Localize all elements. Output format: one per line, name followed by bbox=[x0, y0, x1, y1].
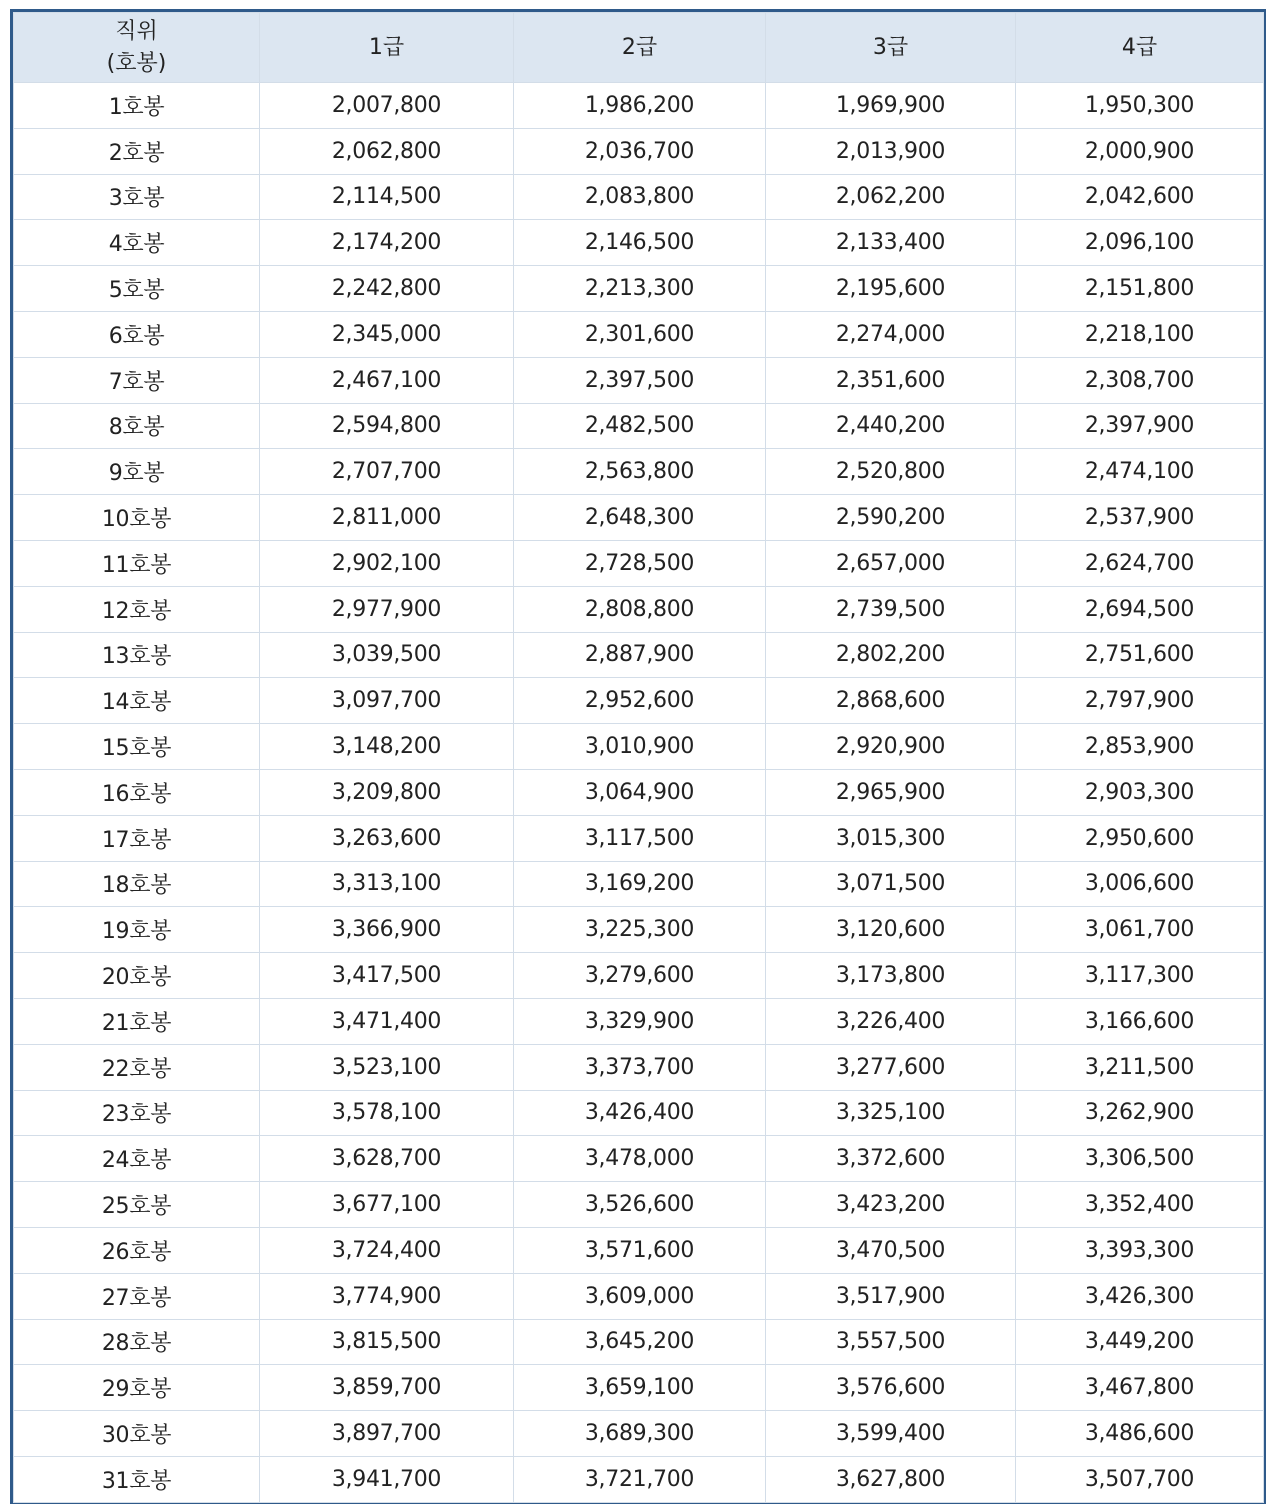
salary-cell-grade-1: 2,114,500 bbox=[260, 174, 514, 220]
salary-cell-grade-3: 3,015,300 bbox=[766, 815, 1016, 861]
table-row bbox=[14, 1090, 1264, 1136]
salary-cell-grade-3: 2,802,200 bbox=[766, 632, 1016, 678]
table-row bbox=[14, 220, 1264, 266]
salary-cell-grade-4: 3,306,500 bbox=[1016, 1136, 1264, 1182]
table-row bbox=[14, 998, 1264, 1044]
salary-cell-grade-1: 2,174,200 bbox=[260, 220, 514, 266]
step-cell: 11호봉 bbox=[14, 540, 260, 586]
salary-cell-grade-4: 3,262,900 bbox=[1016, 1090, 1264, 1136]
salary-cell-grade-3: 2,520,800 bbox=[766, 449, 1016, 495]
salary-cell-grade-2: 2,146,500 bbox=[514, 220, 766, 266]
table-body bbox=[14, 83, 1264, 1503]
salary-cell-grade-3: 2,013,900 bbox=[766, 128, 1016, 174]
salary-cell-grade-1: 3,897,700 bbox=[260, 1411, 514, 1457]
salary-cell-grade-2: 2,482,500 bbox=[514, 403, 766, 449]
salary-cell-grade-2: 3,689,300 bbox=[514, 1411, 766, 1457]
salary-cell-grade-3: 2,739,500 bbox=[766, 586, 1016, 632]
salary-cell-grade-4: 2,903,300 bbox=[1016, 769, 1264, 815]
salary-cell-grade-2: 3,721,700 bbox=[514, 1456, 766, 1502]
table-row bbox=[14, 678, 1264, 724]
salary-cell-grade-1: 2,007,800 bbox=[260, 83, 514, 129]
salary-cell-grade-1: 3,417,500 bbox=[260, 953, 514, 999]
salary-cell-grade-1: 3,578,100 bbox=[260, 1090, 514, 1136]
salary-cell-grade-4: 2,797,900 bbox=[1016, 678, 1264, 724]
step-cell: 10호봉 bbox=[14, 495, 260, 541]
header-grade-3: 3급 bbox=[766, 13, 1016, 83]
salary-cell-grade-2: 2,036,700 bbox=[514, 128, 766, 174]
step-cell: 18호봉 bbox=[14, 861, 260, 907]
table-row bbox=[14, 540, 1264, 586]
salary-cell-grade-3: 3,576,600 bbox=[766, 1365, 1016, 1411]
salary-cell-grade-2: 3,117,500 bbox=[514, 815, 766, 861]
salary-cell-grade-3: 2,195,600 bbox=[766, 266, 1016, 312]
salary-cell-grade-1: 3,039,500 bbox=[260, 632, 514, 678]
salary-cell-grade-4: 3,426,300 bbox=[1016, 1273, 1264, 1319]
salary-cell-grade-1: 3,724,400 bbox=[260, 1227, 514, 1273]
salary-cell-grade-2: 2,083,800 bbox=[514, 174, 766, 220]
salary-cell-grade-1: 3,209,800 bbox=[260, 769, 514, 815]
salary-cell-grade-4: 2,751,600 bbox=[1016, 632, 1264, 678]
salary-cell-grade-4: 2,474,100 bbox=[1016, 449, 1264, 495]
table-row bbox=[14, 1456, 1264, 1502]
salary-cell-grade-3: 2,274,000 bbox=[766, 311, 1016, 357]
table-row bbox=[14, 357, 1264, 403]
salary-cell-grade-1: 3,941,700 bbox=[260, 1456, 514, 1502]
salary-cell-grade-3: 2,440,200 bbox=[766, 403, 1016, 449]
salary-cell-grade-3: 3,120,600 bbox=[766, 907, 1016, 953]
salary-cell-grade-3: 2,965,900 bbox=[766, 769, 1016, 815]
salary-cell-grade-3: 3,277,600 bbox=[766, 1044, 1016, 1090]
salary-cell-grade-4: 2,308,700 bbox=[1016, 357, 1264, 403]
header-step-label: (호봉) bbox=[106, 50, 167, 76]
step-cell: 29호봉 bbox=[14, 1365, 260, 1411]
salary-cell-grade-2: 3,659,100 bbox=[514, 1365, 766, 1411]
salary-cell-grade-3: 3,173,800 bbox=[766, 953, 1016, 999]
salary-cell-grade-2: 3,169,200 bbox=[514, 861, 766, 907]
table-row bbox=[14, 861, 1264, 907]
step-cell: 30호봉 bbox=[14, 1411, 260, 1457]
salary-cell-grade-3: 2,590,200 bbox=[766, 495, 1016, 541]
salary-cell-grade-1: 2,345,000 bbox=[260, 311, 514, 357]
table-row bbox=[14, 449, 1264, 495]
salary-cell-grade-3: 2,062,200 bbox=[766, 174, 1016, 220]
salary-cell-grade-4: 2,397,900 bbox=[1016, 403, 1264, 449]
salary-cell-grade-4: 2,950,600 bbox=[1016, 815, 1264, 861]
salary-cell-grade-2: 3,329,900 bbox=[514, 998, 766, 1044]
step-cell: 12호봉 bbox=[14, 586, 260, 632]
salary-cell-grade-1: 3,097,700 bbox=[260, 678, 514, 724]
step-cell: 13호봉 bbox=[14, 632, 260, 678]
salary-cell-grade-2: 3,064,900 bbox=[514, 769, 766, 815]
salary-cell-grade-2: 3,645,200 bbox=[514, 1319, 766, 1365]
step-cell: 19호봉 bbox=[14, 907, 260, 953]
salary-cell-grade-3: 3,226,400 bbox=[766, 998, 1016, 1044]
salary-cell-grade-1: 3,774,900 bbox=[260, 1273, 514, 1319]
table-row bbox=[14, 1182, 1264, 1228]
step-cell: 31호봉 bbox=[14, 1456, 260, 1502]
step-cell: 1호봉 bbox=[14, 83, 260, 129]
salary-cell-grade-1: 3,471,400 bbox=[260, 998, 514, 1044]
salary-cell-grade-2: 2,728,500 bbox=[514, 540, 766, 586]
step-cell: 23호봉 bbox=[14, 1090, 260, 1136]
step-cell: 9호봉 bbox=[14, 449, 260, 495]
step-cell: 20호봉 bbox=[14, 953, 260, 999]
salary-cell-grade-1: 3,677,100 bbox=[260, 1182, 514, 1228]
table-row bbox=[14, 1365, 1264, 1411]
table-row bbox=[14, 1136, 1264, 1182]
table-row bbox=[14, 632, 1264, 678]
table-row bbox=[14, 266, 1264, 312]
salary-cell-grade-1: 2,811,000 bbox=[260, 495, 514, 541]
salary-cell-grade-1: 2,467,100 bbox=[260, 357, 514, 403]
salary-cell-grade-3: 3,372,600 bbox=[766, 1136, 1016, 1182]
salary-cell-grade-4: 2,694,500 bbox=[1016, 586, 1264, 632]
salary-cell-grade-1: 2,977,900 bbox=[260, 586, 514, 632]
salary-cell-grade-1: 2,594,800 bbox=[260, 403, 514, 449]
salary-cell-grade-3: 2,133,400 bbox=[766, 220, 1016, 266]
salary-cell-grade-4: 2,096,100 bbox=[1016, 220, 1264, 266]
step-cell: 28호봉 bbox=[14, 1319, 260, 1365]
salary-cell-grade-4: 3,467,800 bbox=[1016, 1365, 1264, 1411]
salary-cell-grade-2: 3,478,000 bbox=[514, 1136, 766, 1182]
header-rank-step bbox=[14, 13, 260, 83]
header-grade-2: 2급 bbox=[514, 13, 766, 83]
table-row bbox=[14, 1044, 1264, 1090]
salary-cell-grade-2: 3,526,600 bbox=[514, 1182, 766, 1228]
step-cell: 27호봉 bbox=[14, 1273, 260, 1319]
salary-cell-grade-1: 2,902,100 bbox=[260, 540, 514, 586]
salary-table bbox=[13, 12, 1264, 1503]
table-row bbox=[14, 1319, 1264, 1365]
step-cell: 2호봉 bbox=[14, 128, 260, 174]
step-cell: 8호봉 bbox=[14, 403, 260, 449]
salary-cell-grade-3: 3,517,900 bbox=[766, 1273, 1016, 1319]
salary-cell-grade-2: 3,279,600 bbox=[514, 953, 766, 999]
salary-cell-grade-1: 3,815,500 bbox=[260, 1319, 514, 1365]
salary-cell-grade-4: 3,449,200 bbox=[1016, 1319, 1264, 1365]
table-row bbox=[14, 953, 1264, 999]
salary-cell-grade-1: 3,523,100 bbox=[260, 1044, 514, 1090]
step-cell: 17호봉 bbox=[14, 815, 260, 861]
salary-cell-grade-4: 2,537,900 bbox=[1016, 495, 1264, 541]
salary-cell-grade-4: 3,393,300 bbox=[1016, 1227, 1264, 1273]
salary-cell-grade-1: 2,707,700 bbox=[260, 449, 514, 495]
table-row bbox=[14, 495, 1264, 541]
salary-cell-grade-2: 3,010,900 bbox=[514, 724, 766, 770]
salary-cell-grade-2: 2,397,500 bbox=[514, 357, 766, 403]
table-row bbox=[14, 311, 1264, 357]
table-header-row bbox=[14, 13, 1264, 83]
salary-cell-grade-2: 2,952,600 bbox=[514, 678, 766, 724]
step-cell: 24호봉 bbox=[14, 1136, 260, 1182]
table-row bbox=[14, 403, 1264, 449]
salary-cell-grade-4: 3,061,700 bbox=[1016, 907, 1264, 953]
salary-cell-grade-1: 3,263,600 bbox=[260, 815, 514, 861]
salary-cell-grade-3: 2,657,000 bbox=[766, 540, 1016, 586]
step-cell: 7호봉 bbox=[14, 357, 260, 403]
salary-cell-grade-2: 3,609,000 bbox=[514, 1273, 766, 1319]
salary-cell-grade-1: 3,313,100 bbox=[260, 861, 514, 907]
salary-cell-grade-2: 2,648,300 bbox=[514, 495, 766, 541]
salary-cell-grade-1: 3,628,700 bbox=[260, 1136, 514, 1182]
salary-cell-grade-3: 3,557,500 bbox=[766, 1319, 1016, 1365]
salary-cell-grade-2: 2,563,800 bbox=[514, 449, 766, 495]
salary-cell-grade-3: 1,969,900 bbox=[766, 83, 1016, 129]
salary-cell-grade-2: 2,887,900 bbox=[514, 632, 766, 678]
salary-cell-grade-4: 3,211,500 bbox=[1016, 1044, 1264, 1090]
salary-cell-grade-2: 2,213,300 bbox=[514, 266, 766, 312]
salary-cell-grade-4: 2,853,900 bbox=[1016, 724, 1264, 770]
step-cell: 14호봉 bbox=[14, 678, 260, 724]
salary-cell-grade-4: 3,117,300 bbox=[1016, 953, 1264, 999]
salary-cell-grade-4: 3,486,600 bbox=[1016, 1411, 1264, 1457]
salary-cell-grade-3: 3,599,400 bbox=[766, 1411, 1016, 1457]
step-cell: 3호봉 bbox=[14, 174, 260, 220]
salary-cell-grade-2: 2,808,800 bbox=[514, 586, 766, 632]
salary-cell-grade-2: 3,225,300 bbox=[514, 907, 766, 953]
salary-cell-grade-1: 3,859,700 bbox=[260, 1365, 514, 1411]
salary-cell-grade-3: 2,351,600 bbox=[766, 357, 1016, 403]
step-cell: 16호봉 bbox=[14, 769, 260, 815]
salary-cell-grade-3: 3,470,500 bbox=[766, 1227, 1016, 1273]
salary-cell-grade-4: 2,042,600 bbox=[1016, 174, 1264, 220]
salary-cell-grade-4: 3,507,700 bbox=[1016, 1456, 1264, 1502]
salary-cell-grade-2: 3,426,400 bbox=[514, 1090, 766, 1136]
salary-cell-grade-4: 2,624,700 bbox=[1016, 540, 1264, 586]
salary-cell-grade-3: 3,627,800 bbox=[766, 1456, 1016, 1502]
step-cell: 6호봉 bbox=[14, 311, 260, 357]
table-row bbox=[14, 128, 1264, 174]
salary-cell-grade-3: 3,423,200 bbox=[766, 1182, 1016, 1228]
salary-cell-grade-1: 2,242,800 bbox=[260, 266, 514, 312]
table-row bbox=[14, 769, 1264, 815]
salary-table-frame bbox=[10, 9, 1266, 1504]
salary-cell-grade-3: 3,071,500 bbox=[766, 861, 1016, 907]
salary-cell-grade-4: 2,151,800 bbox=[1016, 266, 1264, 312]
table-row bbox=[14, 586, 1264, 632]
step-cell: 21호봉 bbox=[14, 998, 260, 1044]
table-row bbox=[14, 1227, 1264, 1273]
salary-cell-grade-1: 3,148,200 bbox=[260, 724, 514, 770]
header-rank-label: 직위 bbox=[115, 18, 158, 44]
salary-cell-grade-1: 3,366,900 bbox=[260, 907, 514, 953]
salary-cell-grade-1: 2,062,800 bbox=[260, 128, 514, 174]
salary-cell-grade-3: 2,920,900 bbox=[766, 724, 1016, 770]
table-row bbox=[14, 174, 1264, 220]
salary-cell-grade-4: 2,000,900 bbox=[1016, 128, 1264, 174]
table-row bbox=[14, 907, 1264, 953]
table-row bbox=[14, 1273, 1264, 1319]
step-cell: 22호봉 bbox=[14, 1044, 260, 1090]
table-row bbox=[14, 83, 1264, 129]
salary-cell-grade-2: 2,301,600 bbox=[514, 311, 766, 357]
table-row bbox=[14, 815, 1264, 861]
header-grade-1: 1급 bbox=[260, 13, 514, 83]
salary-cell-grade-4: 3,006,600 bbox=[1016, 861, 1264, 907]
salary-cell-grade-4: 3,352,400 bbox=[1016, 1182, 1264, 1228]
salary-cell-grade-2: 3,373,700 bbox=[514, 1044, 766, 1090]
salary-cell-grade-4: 3,166,600 bbox=[1016, 998, 1264, 1044]
salary-cell-grade-4: 1,950,300 bbox=[1016, 83, 1264, 129]
salary-cell-grade-2: 1,986,200 bbox=[514, 83, 766, 129]
table-row bbox=[14, 1411, 1264, 1457]
header-grade-4: 4급 bbox=[1016, 13, 1264, 83]
salary-cell-grade-4: 2,218,100 bbox=[1016, 311, 1264, 357]
salary-cell-grade-3: 3,325,100 bbox=[766, 1090, 1016, 1136]
salary-cell-grade-3: 2,868,600 bbox=[766, 678, 1016, 724]
step-cell: 4호봉 bbox=[14, 220, 260, 266]
salary-cell-grade-2: 3,571,600 bbox=[514, 1227, 766, 1273]
step-cell: 25호봉 bbox=[14, 1182, 260, 1228]
step-cell: 26호봉 bbox=[14, 1227, 260, 1273]
table-row bbox=[14, 724, 1264, 770]
step-cell: 5호봉 bbox=[14, 266, 260, 312]
step-cell: 15호봉 bbox=[14, 724, 260, 770]
